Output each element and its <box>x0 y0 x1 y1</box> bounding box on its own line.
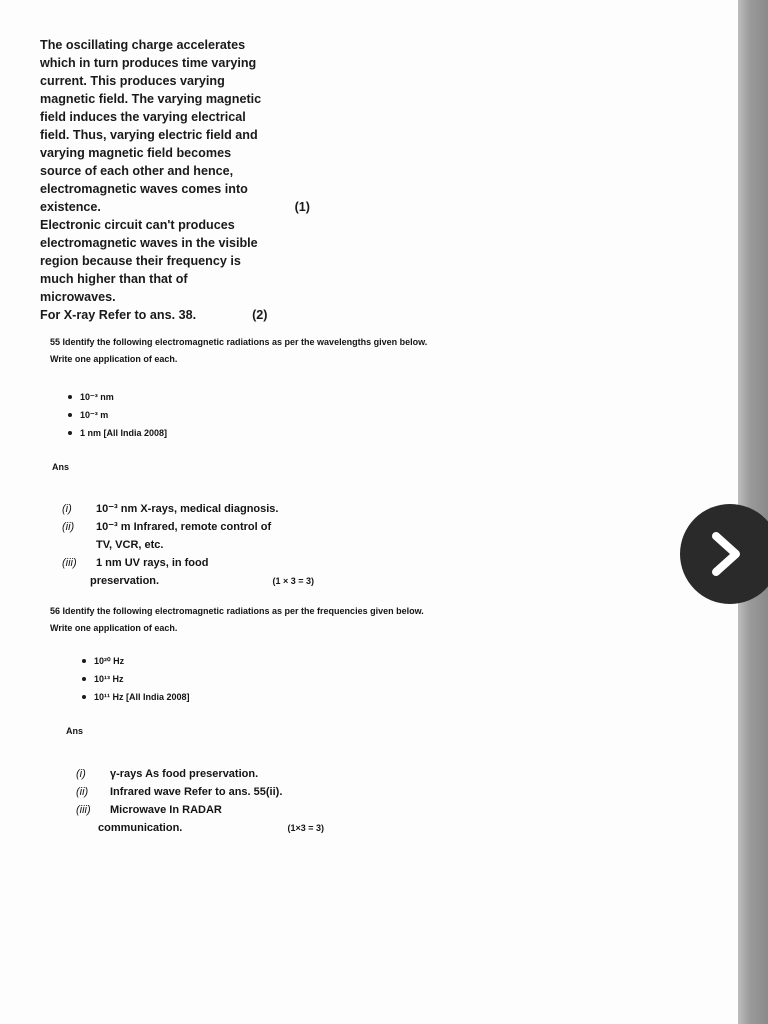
list-item: 10⁻³ m <box>68 406 167 424</box>
bullet-list <box>82 652 190 706</box>
bullet-icon <box>82 659 86 663</box>
answer-item: (i) 10⁻³ nm X-rays, medical diagnosis. <box>62 503 279 515</box>
bullet-icon <box>82 695 86 699</box>
text-line: current. This produces varying <box>40 74 225 88</box>
text-line: Electronic circuit can't produces <box>40 218 235 232</box>
text-line: source of each other and hence, <box>40 164 234 178</box>
text-line: existence. <box>40 200 101 214</box>
text-line: magnetic field. The varying magnetic <box>40 92 262 106</box>
marks-label: (1) <box>294 200 310 214</box>
text-line: field induces the varying electrical <box>40 110 246 124</box>
answer-item: (i) γ-rays As food preservation. <box>76 768 259 780</box>
answer-item: (iii) Microwave In RADAR <box>76 804 222 816</box>
bullet-icon <box>68 395 72 399</box>
text-line-with-mark <box>40 306 310 324</box>
bullet-icon <box>68 413 72 417</box>
chevron-right-icon <box>710 532 744 576</box>
marks-label: (1×3 = 3) <box>287 823 324 833</box>
answer-item: (iii) 1 nm UV rays, in food <box>62 557 209 569</box>
question-text: 56 Identify the following electromagnetic radiations as per the frequencies given below. <box>50 606 424 616</box>
text-line: The oscillating charge accelerates <box>40 38 246 52</box>
marks-label: (2) <box>252 308 268 322</box>
bullet-icon <box>68 431 72 435</box>
answer-list <box>62 500 314 590</box>
text-line: field. Thus, varying electric field and <box>40 128 258 142</box>
question-text: 55 Identify the following electromagnetic radiations as per the wavelengths given below. <box>50 337 428 347</box>
list-item: 10²⁰ Hz <box>82 652 190 670</box>
bullet-icon <box>82 677 86 681</box>
answer-column <box>40 36 310 324</box>
text-line: electromagnetic waves in the visible <box>40 236 258 250</box>
question-55 <box>50 334 570 368</box>
list-item: 10¹³ Hz <box>82 670 190 688</box>
question-56 <box>50 603 570 637</box>
list-item: 10¹¹ Hz [All India 2008] <box>82 688 190 706</box>
answer-continuation: preservation. (1 × 3 = 3) <box>62 572 314 590</box>
text-line: For X-ray Refer to ans. 38. <box>40 308 197 322</box>
text-line: region because their frequency is <box>40 254 241 268</box>
answer-list <box>76 765 324 837</box>
list-item: 1 nm [All India 2008] <box>68 424 167 442</box>
answer-continuation: TV, VCR, etc. <box>96 539 164 551</box>
answer-label: Ans <box>52 462 70 472</box>
question-text: Write one application of each. <box>50 623 178 633</box>
text-line: varying magnetic field becomes <box>40 146 232 160</box>
answer-continuation: communication. (1×3 = 3) <box>76 819 324 837</box>
text-line: electromagnetic waves comes into <box>40 182 248 196</box>
answer-item: (ii) Infrared wave Refer to ans. 55(ii). <box>76 786 283 798</box>
text-line: microwaves. <box>40 290 116 304</box>
answer-item: (ii) 10⁻³ m Infrared, remote control of <box>62 521 272 533</box>
text-line-with-mark <box>40 198 310 216</box>
bullet-list <box>68 388 167 442</box>
text-line: which in turn produces time varying <box>40 56 257 70</box>
text-line: much higher than that of <box>40 272 188 286</box>
question-text: Write one application of each. <box>50 354 178 364</box>
list-item: 10⁻³ nm <box>68 388 167 406</box>
answer-label: Ans <box>66 726 84 736</box>
marks-label: (1 × 3 = 3) <box>272 576 314 586</box>
